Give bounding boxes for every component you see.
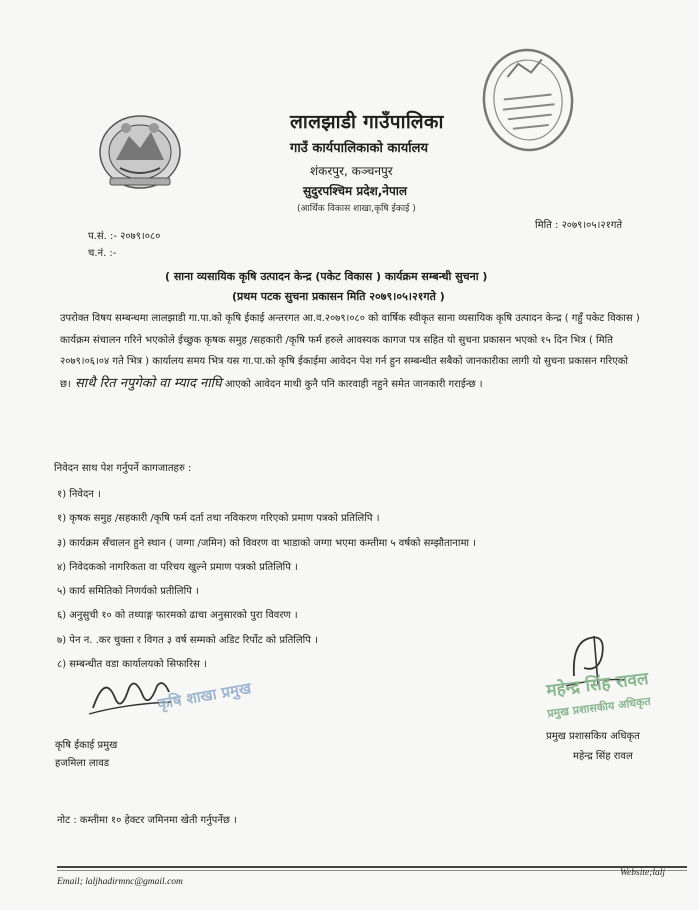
office-address: शंकरपुर, कञ्चनपुर bbox=[310, 164, 393, 178]
footer-website: Website;lalj bbox=[620, 868, 666, 878]
documents-list bbox=[57, 483, 476, 677]
list-item: ५) कार्य समितिको निणर्यको प्रतीलिपि । bbox=[57, 586, 199, 598]
footer-divider bbox=[57, 866, 687, 868]
list-item: ७) पेन न. .कर चुक्ता र विगत ३ वर्ष सम्मको अडिट रिर्पोट को प्रतिलिपि । bbox=[57, 634, 318, 646]
list-item: ८) सम्बन्धीत वडा कार्यालयको सिफारिस । bbox=[57, 659, 207, 671]
documents-heading: निवेदन साथ पेश गर्नुपर्ने कागजातहरु : bbox=[54, 463, 192, 474]
notice-body bbox=[60, 308, 640, 395]
footnote: नोट : कम्तीमा १० हेक्टर जमिनमा खेती गर्नुपर्नेछ । bbox=[57, 815, 237, 826]
subject-line-2: (प्रथम पटक सुचना प्रकासन मिति २०७९।०५।२१गते ) bbox=[232, 290, 445, 303]
footer-email: Email; laljhadirmnc@gmail.com bbox=[57, 877, 183, 887]
dispatch-number: च.नं. :- bbox=[88, 248, 117, 259]
municipality-name: लालझाडी गाउँपालिका bbox=[290, 111, 444, 133]
list-item: १) निवेदन । bbox=[57, 489, 101, 500]
notice-body-tail: आएको आवेदन माथी कुनै पनि कारवाही नहुने समेत जानकारी गराईन्छ । bbox=[221, 378, 483, 390]
letter-date: मिति : २०७९।०५।२१गते bbox=[535, 220, 623, 231]
branch-name: (आर्थिक विकास शाखा,कृषि ईकाई ) bbox=[297, 204, 416, 214]
subject-line-1: ( साना व्यसायिक कृषि उत्पादन केन्द्र (पकेट विकास ) कार्यक्रम सम्बन्धी सुचना ) bbox=[165, 270, 488, 283]
left-signatory-name: हजमिला लावड bbox=[55, 758, 110, 769]
handwritten-addition: साथै रित नपुगेको वा म्याद नाघि bbox=[70, 375, 222, 391]
province-name: सुदुरपश्चिम प्रदेश,नेपाल bbox=[303, 184, 408, 198]
reference-number: प.सं. :- २०७९।०८० bbox=[88, 231, 161, 242]
officer-role-stamp: प्रमुख प्रशासकीय अधिकृत bbox=[546, 694, 652, 721]
office-stamp-icon bbox=[475, 40, 582, 159]
office-name: गाउँ कार्यपालिकाको कार्यालय bbox=[290, 141, 428, 156]
notice-body-text: उपरोक्त विषय सम्बन्धमा लालझाडी गा.पा.को कृषि ईकाई अन्तरगत आ.व.२०७९।०८० को वार्षिक स्वीकृत साना व्यसायिक कृषि उत्पादन केन्द्र ( गहुँ पकेट विकास ) कार्यक्रम संचालन गरिने भएकोले ईच्छुक कृषक समुह /सहकारी /कृषि फर्म हरुले आवस्यक कागज पत्र सहित यो सुचना प्रकासन भएको १५ दिन भित्र ( मिति २०७९।०६।०४ गते भित्र ) कार्यालय समय भित्र यस गा.पा.को कृषि ईकाईमा आवेदन पेश गर्न हुन सम्बन्धीत सबैको जानकारीका लागी यो सुचना प्रकासन गरिएको छ। bbox=[60, 313, 640, 390]
footer-divider-thin bbox=[57, 870, 687, 871]
agriculture-branch-stamp: कृषि शाखा प्रमुख bbox=[156, 678, 253, 714]
right-signatory-name: महेन्द्र सिंह रावल bbox=[573, 751, 633, 762]
officer-name-stamp: महेन्द्र सिंह रावल bbox=[545, 668, 650, 702]
list-item: ३) कार्यक्रम सँचालन हुने स्थान ( जग्गा /जमिन) को विवरण वा भाडाको जग्गा भएमा कम्तीमा ५ वर्षको सम्झौतानामा । bbox=[57, 537, 476, 549]
nepal-emblem-icon bbox=[96, 112, 184, 194]
right-signatory-role: प्रमुख प्रशासकिय अधिकृत bbox=[546, 731, 640, 742]
list-item: १) कृषक समुह /सहकारी /कृषि फर्म दर्ता तथा नविकरण गरिएको प्रमाण पत्रको प्रतिलिपि । bbox=[57, 513, 380, 525]
left-signatory-role: कृषि ईकाई प्रमुख bbox=[55, 740, 118, 751]
list-item: ६) अनुसुची १० को तथ्याङ्ग फारमको ढाचा अनुसारको पुरा विवरण । bbox=[57, 610, 298, 622]
list-item: ४) निवेदकको नागरिकता वा परिचय खुल्ने प्रमाण पत्रको प्रतिलिपि । bbox=[57, 561, 298, 573]
